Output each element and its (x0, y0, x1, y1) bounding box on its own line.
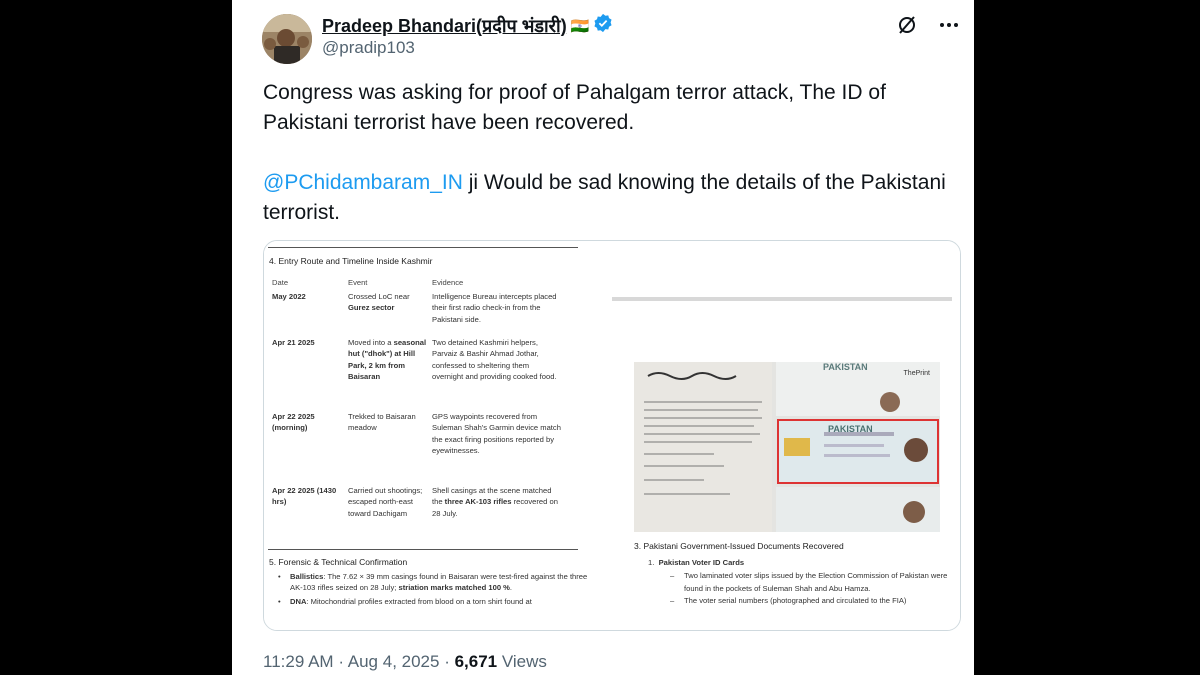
list-item: • Ballistics: The 7.62 × 39 mm casings found in Baisaran were test-fired against the three AK-103 rifles seized on 28 July; striation marks matched 100 %. (278, 572, 588, 593)
table-row (272, 485, 597, 541)
post-actions-top (896, 14, 960, 41)
divider (268, 549, 578, 550)
tweet-paragraph-1: Congress was asking for proof of Pahalgam terror attack, The ID of Pakistani terrorist have been recovered. (263, 81, 886, 134)
document-right-page (604, 241, 960, 630)
views-count: 6,671 (454, 652, 498, 671)
row-date: Apr 21 2025 (272, 338, 315, 347)
author-row (322, 13, 613, 38)
row-evidence: Two detained Kashmiri helpers, Parvaiz & Bashir Ahmad Jothar, confessed to sheltering them overnight and providing cooked food. (432, 338, 557, 382)
post-date[interactable]: Aug 4, 2025 (347, 652, 440, 671)
forensic-list (272, 571, 592, 607)
row-evidence: Intelligence Bureau intercepts placed their first radio check-in from the Pakistani side. (432, 292, 557, 324)
documents-list (634, 557, 954, 608)
col-event: Event (348, 278, 368, 287)
views-label: Views (501, 652, 547, 671)
grok-icon[interactable] (896, 14, 918, 41)
table-row (272, 291, 597, 335)
tweet-paragraph-2-text: ji Would be sad knowing the details of the Pakistani terrorist. (263, 171, 946, 224)
avatar[interactable] (262, 14, 312, 64)
section5-title: 5. Forensic & Technical Confirmation (269, 557, 408, 567)
divider (612, 297, 952, 301)
list-item: – The voter serial numbers (photographed and circulated to the FIA) (670, 596, 907, 606)
tweet-paragraph-2 (263, 168, 963, 228)
table-row (272, 337, 597, 409)
card-header: PAKISTAN (823, 362, 868, 372)
row-event: Carried out shootings; escaped north-east toward Dachigam (348, 486, 423, 518)
list-item: 1. Pakistan Voter ID Cards (648, 558, 745, 567)
row-date: Apr 22 2025 (1430 hrs) (272, 486, 337, 507)
verified-badge-icon (593, 13, 613, 38)
watermark: ThePrint (903, 370, 930, 377)
row-event: Moved into a seasonal hut ("dhok") at Hill Park, 2 km from Baisaran (348, 338, 427, 382)
table-row (272, 411, 597, 481)
row-event: Trekked to Baisaran meadow (348, 412, 416, 433)
post-timestamp: 11:29 AM · Aug 4, 2025 · 6,671 Views (263, 652, 547, 671)
tweet-text (263, 78, 963, 258)
list-item: • DNA: Mitochondrial profiles extracted from blood on a torn shirt found at (278, 596, 532, 606)
section4-title: 4. Entry Route and Timeline Inside Kashmir (269, 256, 433, 266)
post-time[interactable]: 11:29 AM (263, 652, 334, 671)
section3-title: 3. Pakistani Government-Issued Documents Recovered (634, 541, 844, 551)
list-item: – Two laminated voter slips issued by the Election Commission of Pakistan were found in the pockets of Suleman Shah and Abu Hamza. (670, 570, 948, 593)
divider (268, 247, 578, 248)
attached-image[interactable] (263, 240, 961, 631)
row-date: May 2022 (272, 292, 306, 301)
author-handle[interactable]: @pradip103 (322, 38, 415, 57)
id-card-photo (634, 362, 940, 532)
tweet-card (232, 0, 974, 675)
mention-link[interactable]: @PChidambaram_IN (263, 171, 463, 194)
row-evidence: Shell casings at the scene matched the three AK-103 rifles recovered on 28 July. (432, 486, 558, 518)
author-flag: 🇮🇳 (570, 17, 590, 35)
more-options-icon[interactable] (938, 14, 960, 41)
author-name[interactable]: Pradeep Bhandari(प्रदीप भंडारी) (322, 15, 567, 36)
card-header-highlighted: PAKISTAN (828, 424, 873, 434)
row-date: Apr 22 2025 (morning) (272, 412, 315, 433)
col-evidence: Evidence (432, 278, 464, 287)
document-left-page (264, 241, 604, 630)
row-evidence: GPS waypoints recovered from Suleman Shah's Garmin device match the exact firing positions reported by eyewitnesses. (432, 412, 561, 456)
row-event: Crossed LoC near Gurez sector (348, 292, 410, 313)
col-date: Date (272, 278, 289, 287)
